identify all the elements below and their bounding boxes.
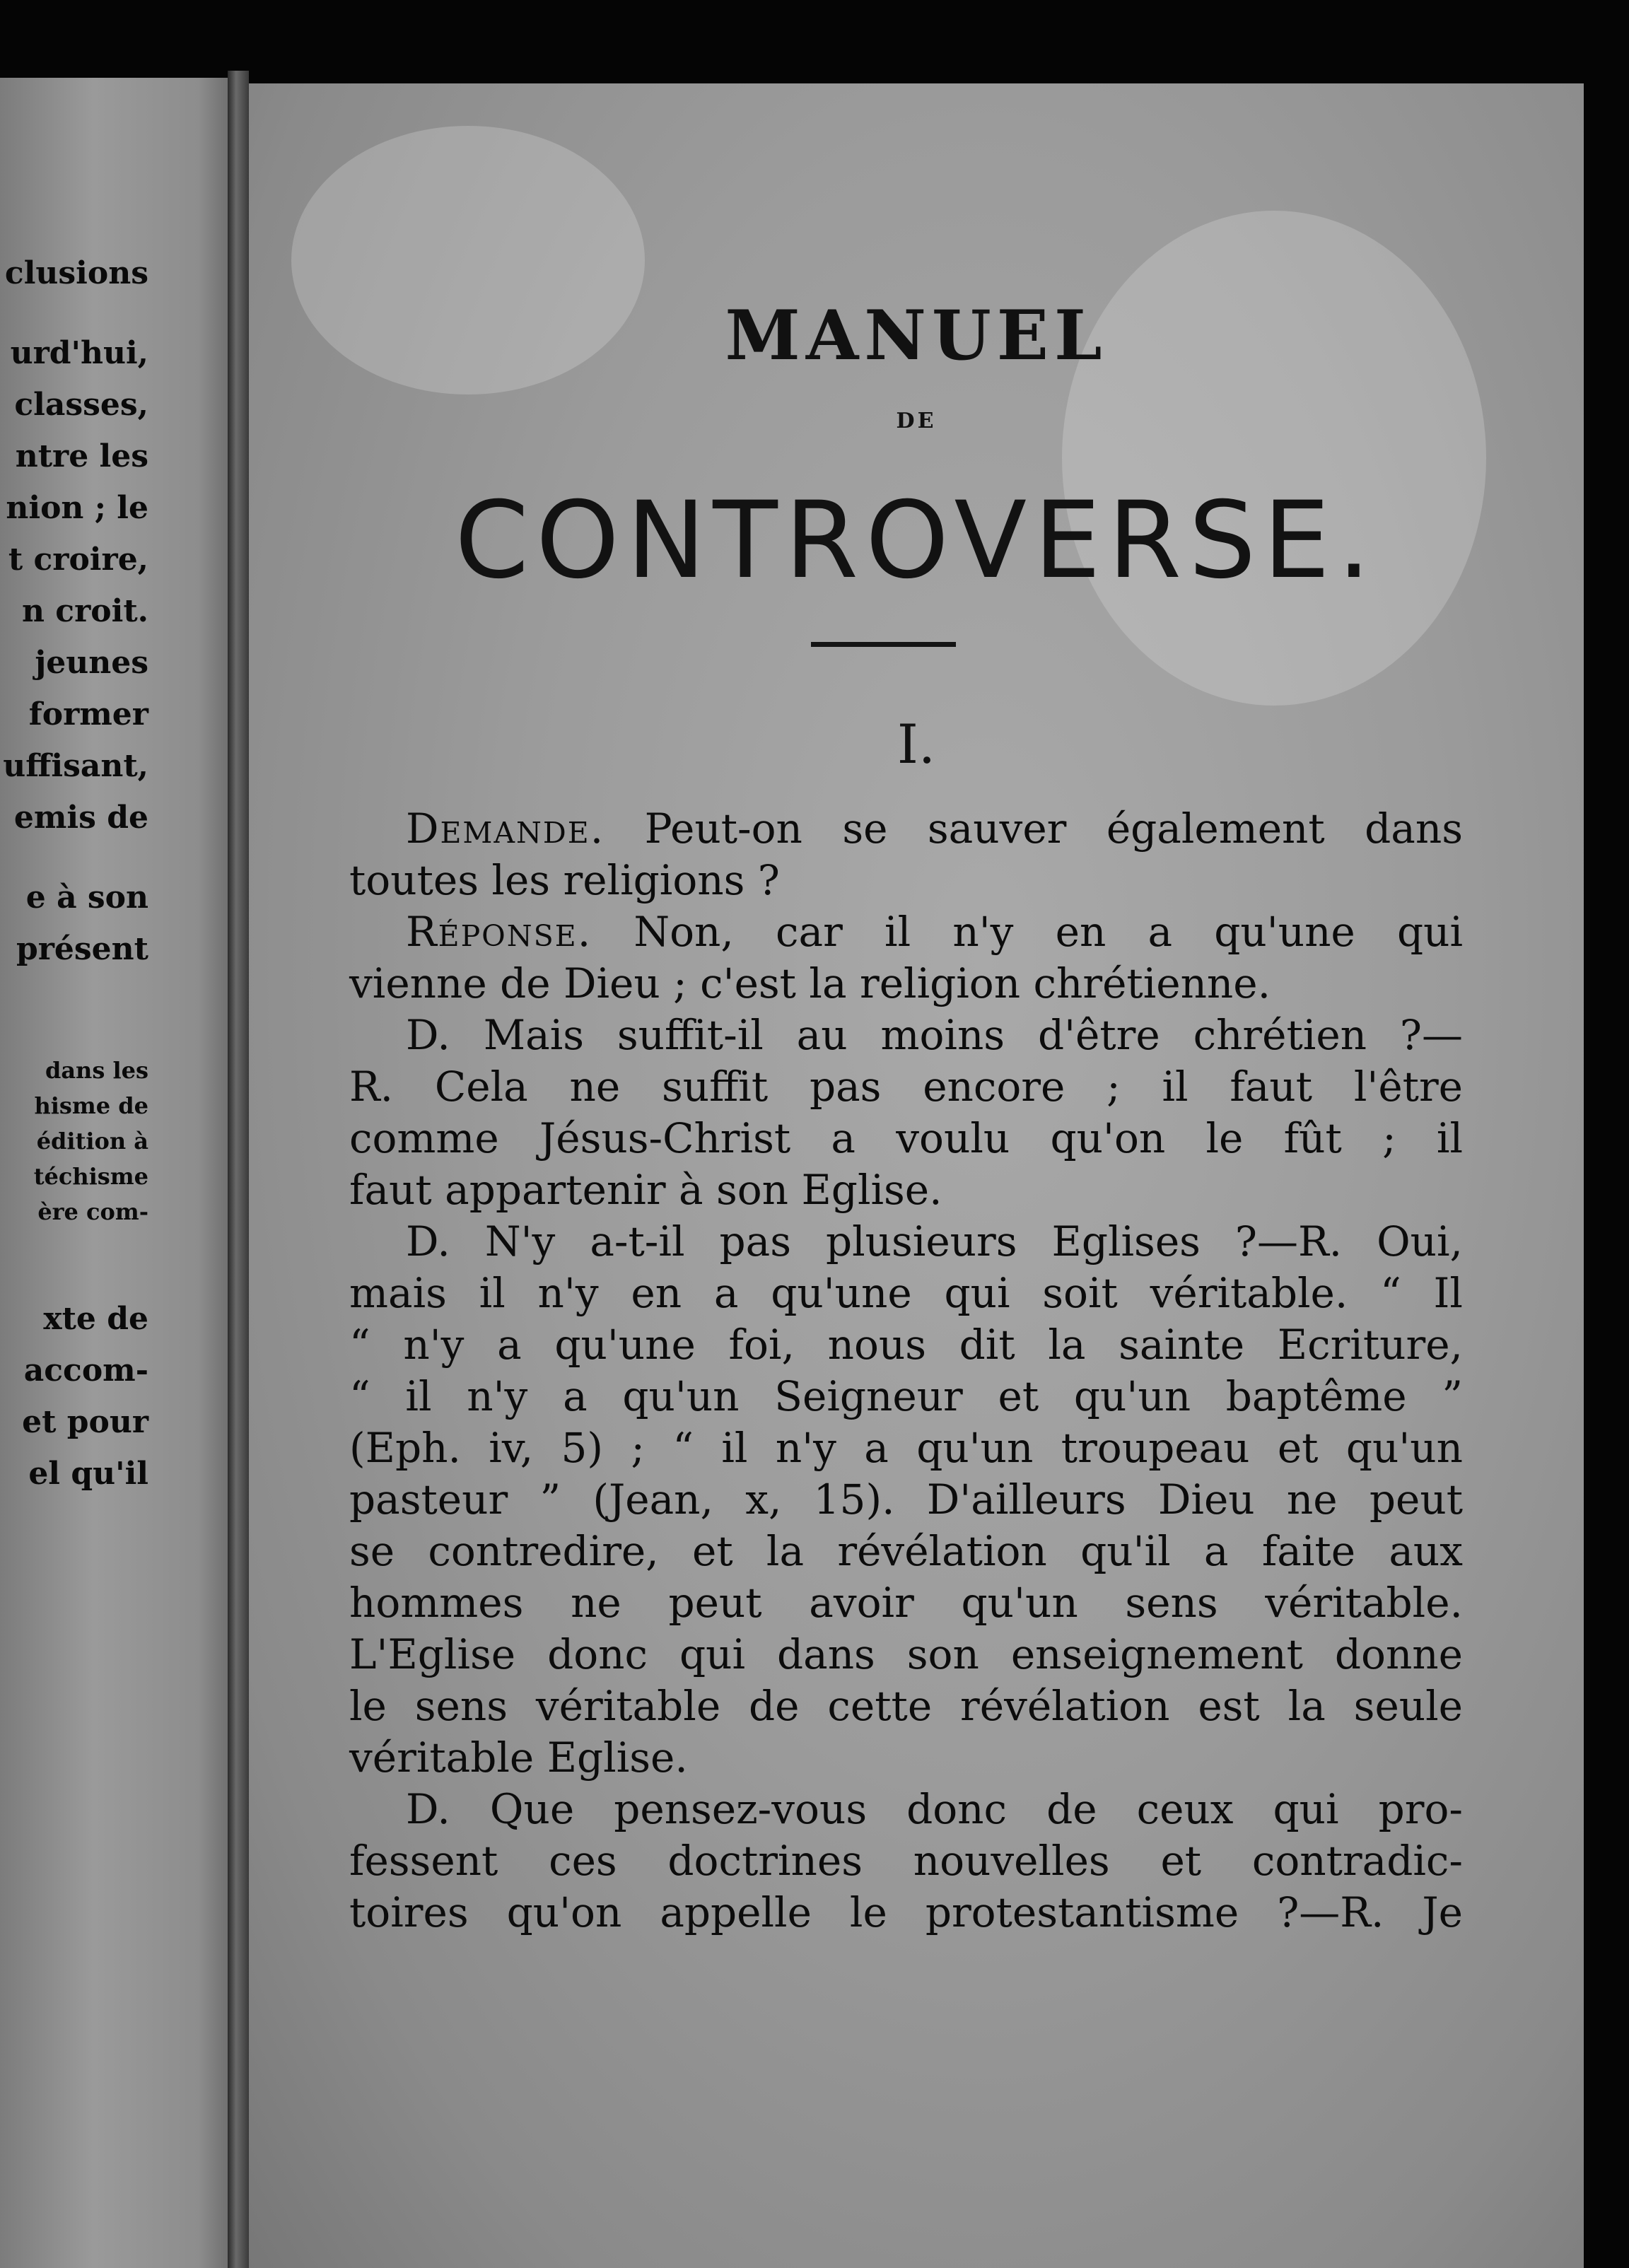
- text-line: D. N'y a-t-il pas plusieurs Eglises ?—R. Oui,: [406, 1217, 1463, 1265]
- speaker-label: Demande.: [406, 805, 605, 853]
- text-line: faut appartenir à son Eglise.: [349, 1166, 942, 1214]
- left-line: accom-: [23, 1352, 148, 1389]
- title-manuel: MANUEL: [725, 296, 1108, 375]
- left-line: et pour: [22, 1404, 148, 1440]
- line-text: Non, car il n'y en a qu'une qui: [592, 908, 1463, 956]
- text-line: R. Cela ne suffit pas encore ; il faut l'être: [349, 1063, 1463, 1111]
- left-line: ntre les: [15, 438, 148, 474]
- text-line: toutes les religions ?: [349, 856, 780, 904]
- left-line: urd'hui,: [10, 335, 148, 371]
- title-de: DE: [896, 409, 937, 433]
- line-text: Peut-on se sauver également dans: [605, 805, 1463, 853]
- left-line: dans les: [45, 1057, 148, 1084]
- text-line: [349, 803, 1463, 855]
- left-line: former: [28, 696, 148, 732]
- text-line: D. Que pensez-vous donc de ceux qui pro-: [406, 1785, 1463, 1833]
- text-line: se contredire, et la révélation qu'il a faite aux: [349, 1527, 1463, 1575]
- book-gutter: [228, 71, 249, 2268]
- text-line: pasteur ” (Jean, x, 15). D'ailleurs Dieu ne peut: [349, 1475, 1463, 1524]
- left-line: t croire,: [8, 542, 148, 578]
- text-line: comme Jésus-Christ a voulu qu'on le fût ; il: [349, 1114, 1463, 1162]
- left-line: e à son: [25, 879, 148, 916]
- text-line: “ n'y a qu'une foi, nous dit la sainte Ecriture,: [349, 1321, 1463, 1369]
- text-line: mais il n'y en a qu'une qui soit véritable. “ Il: [349, 1269, 1463, 1317]
- section-number: I.: [897, 713, 936, 776]
- left-line: ère com-: [37, 1198, 148, 1225]
- text-line: hommes ne peut avoir qu'un sens véritable.: [349, 1579, 1463, 1627]
- text-line: toires qu'on appelle le protestantisme ?—R. Je: [349, 1888, 1463, 1936]
- text-line: D. Mais suffit-il au moins d'être chrétien ?—: [406, 1011, 1463, 1059]
- left-line: présent: [16, 931, 148, 967]
- text-line: fessent ces doctrines nouvelles et contradic-: [349, 1837, 1463, 1885]
- left-line: uffisant,: [3, 748, 148, 784]
- main-page: [249, 83, 1584, 2268]
- left-line: jeunes: [35, 645, 148, 681]
- text-line: L'Eglise donc qui dans son enseignement donne: [349, 1630, 1463, 1678]
- left-line: téchisme: [33, 1163, 148, 1190]
- paper-stain: [1062, 211, 1486, 706]
- text-line: “ il n'y a qu'un Seigneur et qu'un baptême ”: [349, 1372, 1463, 1420]
- left-line: xte de: [43, 1301, 148, 1337]
- left-page-text: [0, 247, 148, 1500]
- left-line: nion ; le: [6, 490, 148, 526]
- left-line: hisme de: [34, 1092, 148, 1119]
- left-line: el qu'il: [28, 1456, 148, 1492]
- left-page-fragment: [0, 78, 233, 2268]
- left-line: n croit.: [22, 593, 148, 629]
- text-line: [349, 906, 1463, 958]
- body-text: [349, 803, 1463, 1939]
- text-line: le sens véritable de cette révélation est la seule: [349, 1682, 1463, 1730]
- left-line: emis de: [13, 800, 148, 836]
- title-rule: [811, 642, 956, 647]
- left-line: clusions: [4, 255, 148, 291]
- left-line: classes,: [14, 387, 148, 423]
- text-line: véritable Eglise.: [349, 1734, 688, 1782]
- speaker-label: Réponse.: [406, 908, 592, 956]
- page-title: CONTROVERSE.: [455, 479, 1378, 602]
- text-line: vienne de Dieu ; c'est la religion chrétienne.: [349, 959, 1271, 1007]
- left-line: édition à: [36, 1128, 148, 1155]
- text-line: (Eph. iv, 5) ; “ il n'y a qu'un troupeau et qu'un: [349, 1424, 1463, 1472]
